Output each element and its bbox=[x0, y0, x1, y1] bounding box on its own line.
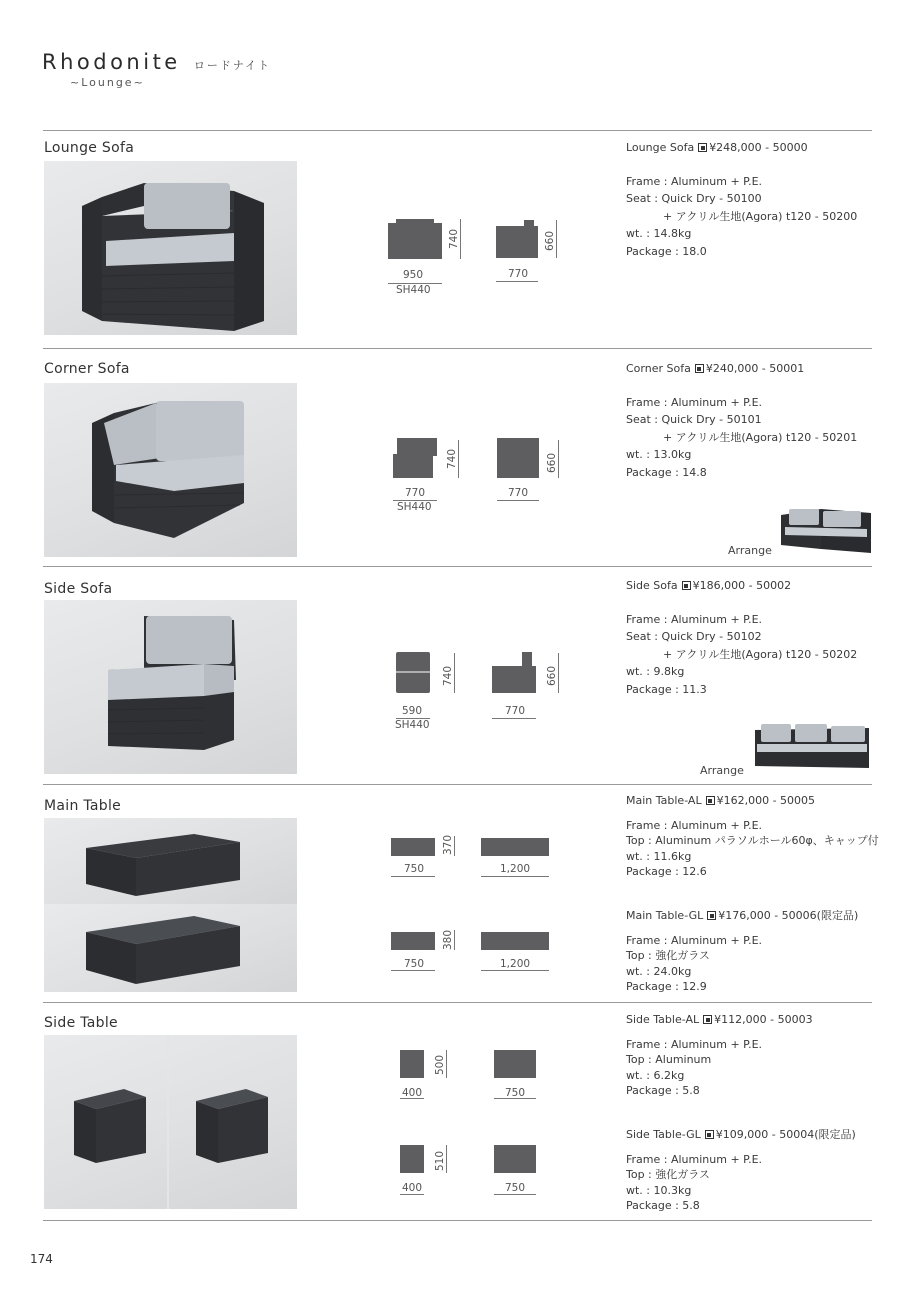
square-icon bbox=[706, 796, 715, 805]
spec-name: Corner Sofa bbox=[626, 362, 691, 375]
spec-line: Frame : Aluminum + P.E. bbox=[626, 933, 763, 947]
side-table-al-side-silhouette bbox=[494, 1050, 536, 1078]
side-table-al-front-silhouette bbox=[400, 1050, 424, 1078]
brand-title-jp: ロードナイト bbox=[193, 59, 272, 72]
square-icon bbox=[707, 911, 716, 920]
section-title-side-sofa: Side Sofa bbox=[44, 581, 113, 597]
corner-front-height: 740 bbox=[446, 448, 458, 469]
side-side-height: 660 bbox=[546, 665, 558, 686]
section-title-side-table: Side Table bbox=[44, 1015, 118, 1031]
lounge-front-height: 740 bbox=[448, 228, 460, 249]
spec-line: Frame : Aluminum + P.E. bbox=[626, 818, 763, 832]
spec-line: Package : 14.8 bbox=[626, 465, 707, 479]
spec-line: Top : 強化ガラス bbox=[626, 949, 710, 962]
spec-price: ¥162,000 - 50005 bbox=[716, 794, 816, 807]
corner-side-height: 660 bbox=[546, 452, 558, 473]
corner-side-view-silhouette bbox=[497, 438, 539, 478]
corner-side-width: 770 bbox=[508, 487, 529, 499]
spec-price: ¥176,000 - 50006(限定品) bbox=[718, 909, 859, 922]
spec-line: Seat : Quick Dry - 50100 bbox=[626, 192, 762, 205]
dim-line bbox=[494, 1194, 536, 1195]
side-arrange-thumbnail bbox=[755, 722, 870, 772]
spec-line: wt. : 13.0kg bbox=[626, 448, 692, 461]
dim-line bbox=[496, 281, 538, 282]
main-table-al-spec bbox=[626, 793, 879, 880]
brand-title: Rhodonite bbox=[42, 50, 181, 74]
main-table-gl-spec bbox=[626, 908, 858, 995]
side-table-al-height: 500 bbox=[434, 1054, 446, 1075]
spec-line: Frame : Aluminum + P.E. bbox=[626, 1152, 763, 1166]
divider bbox=[43, 784, 872, 785]
main-table-al-width: 1,200 bbox=[500, 863, 531, 875]
spec-line: Package : 12.9 bbox=[626, 980, 707, 993]
square-icon bbox=[695, 364, 704, 373]
corner-arrange-thumbnail bbox=[781, 505, 873, 555]
spec-line: Top : Aluminum パラソルホール60φ、キャップ付 bbox=[626, 834, 879, 847]
spec-name: Main Table-GL bbox=[626, 909, 704, 922]
side-table-gl-spec bbox=[626, 1127, 856, 1214]
spec-line: Top : 強化ガラス bbox=[626, 1168, 710, 1181]
dim-line bbox=[446, 1145, 447, 1173]
spec-line: Seat : Quick Dry - 50102 bbox=[626, 630, 762, 643]
divider bbox=[43, 348, 872, 349]
spec-price: ¥186,000 - 50002 bbox=[692, 579, 792, 592]
corner-front-width: 770 bbox=[405, 487, 426, 499]
side-table-gl-front-silhouette bbox=[400, 1145, 424, 1173]
dim-line bbox=[391, 970, 435, 971]
divider bbox=[43, 1002, 872, 1003]
spec-price: ¥240,000 - 50001 bbox=[705, 362, 805, 375]
main-table-al-photo bbox=[44, 818, 297, 904]
dim-line bbox=[481, 876, 549, 877]
spec-line: Package : 5.8 bbox=[626, 1084, 700, 1097]
spec-price: ¥248,000 - 50000 bbox=[709, 141, 808, 154]
main-table-gl-depth: 750 bbox=[404, 958, 425, 970]
spec-price: ¥112,000 - 50003 bbox=[714, 1013, 813, 1026]
spec-line: Package : 11.3 bbox=[626, 682, 707, 696]
side-table-al-width: 750 bbox=[505, 1087, 526, 1099]
section-title-main-table: Main Table bbox=[44, 798, 122, 814]
spec-line: Frame : Aluminum + P.E. bbox=[626, 1037, 763, 1051]
catalog-header bbox=[42, 50, 272, 89]
dim-line bbox=[460, 219, 461, 259]
spec-line: Seat : Quick Dry - 50101 bbox=[626, 413, 762, 426]
lounge-side-height: 660 bbox=[544, 230, 556, 251]
spec-line: Frame : Aluminum + P.E. bbox=[626, 174, 763, 188]
square-icon bbox=[705, 1130, 714, 1139]
side-table-al-spec bbox=[626, 1012, 813, 1099]
section-title-lounge-sofa: Lounge Sofa bbox=[44, 140, 135, 156]
main-table-gl-side-silhouette bbox=[481, 932, 549, 950]
dim-line bbox=[454, 930, 455, 950]
lounge-front-view-silhouette bbox=[388, 219, 442, 259]
side-front-height: 740 bbox=[442, 665, 454, 686]
spec-line: Frame : Aluminum + P.E. bbox=[626, 395, 763, 409]
side-table-gl-side-silhouette bbox=[494, 1145, 536, 1173]
corner-seat-height: SH440 bbox=[397, 501, 432, 513]
square-icon bbox=[703, 1015, 712, 1024]
dim-line bbox=[446, 1050, 447, 1078]
main-table-gl-front-silhouette bbox=[391, 932, 435, 950]
side-table-photo bbox=[44, 1035, 297, 1209]
dim-line bbox=[556, 220, 557, 258]
lounge-sofa-spec bbox=[626, 139, 857, 260]
spec-name: Side Sofa bbox=[626, 579, 678, 592]
spec-line: + アクリル生地(Agora) t120 - 50202 bbox=[663, 647, 858, 661]
spec-name: Main Table-AL bbox=[626, 794, 702, 807]
spec-line: + アクリル生地(Agora) t120 - 50200 bbox=[663, 209, 858, 223]
spec-line: Frame : Aluminum + P.E. bbox=[626, 612, 763, 626]
dim-line bbox=[391, 876, 435, 877]
side-seat-height: SH440 bbox=[395, 719, 430, 731]
lounge-front-width: 950 bbox=[403, 269, 424, 281]
side-sofa-spec bbox=[626, 577, 857, 698]
page-number: 174 bbox=[30, 1252, 53, 1266]
section-title-corner-sofa: Corner Sofa bbox=[44, 361, 130, 377]
corner-sofa-spec bbox=[626, 360, 857, 481]
side-front-width: 590 bbox=[402, 705, 423, 717]
lounge-side-view-silhouette bbox=[496, 220, 538, 258]
main-table-gl-height: 380 bbox=[442, 929, 454, 950]
dim-line bbox=[454, 836, 455, 856]
main-table-gl-width: 1,200 bbox=[500, 958, 531, 970]
spec-line: wt. : 11.6kg bbox=[626, 849, 692, 863]
dim-line bbox=[481, 970, 549, 971]
spec-name: Lounge Sofa bbox=[626, 141, 695, 154]
spec-line: Package : 5.8 bbox=[626, 1199, 700, 1212]
main-table-gl-photo bbox=[44, 904, 297, 992]
spec-line: Package : 18.0 bbox=[626, 244, 707, 258]
spec-name: Side Table-AL bbox=[626, 1013, 700, 1026]
spec-line: Package : 12.6 bbox=[626, 865, 707, 878]
main-table-al-depth: 750 bbox=[404, 863, 425, 875]
side-table-gl-height: 510 bbox=[434, 1150, 446, 1171]
main-table-al-height: 370 bbox=[442, 834, 454, 855]
square-icon bbox=[682, 581, 691, 590]
brand-subtitle: ~Lounge~ bbox=[70, 76, 145, 89]
dim-line bbox=[558, 653, 559, 693]
side-side-view-silhouette bbox=[492, 652, 536, 693]
spec-price: ¥109,000 - 50004(限定品) bbox=[715, 1128, 856, 1141]
spec-line: + アクリル生地(Agora) t120 - 50201 bbox=[663, 430, 858, 444]
main-table-al-front-silhouette bbox=[391, 838, 435, 856]
arrange-label: Arrange bbox=[728, 544, 772, 557]
dim-line bbox=[558, 440, 559, 478]
dim-line bbox=[497, 500, 539, 501]
spec-line: wt. : 14.8kg bbox=[626, 227, 692, 240]
side-table-al-depth: 400 bbox=[402, 1087, 423, 1099]
spec-line: wt. : 10.3kg bbox=[626, 1183, 692, 1197]
divider bbox=[43, 566, 872, 567]
spec-line: wt. : 9.8kg bbox=[626, 665, 685, 678]
dim-line bbox=[454, 653, 455, 693]
square-icon bbox=[698, 143, 707, 152]
side-front-view-silhouette bbox=[396, 652, 430, 693]
spec-name: Side Table-GL bbox=[626, 1128, 701, 1141]
dim-line bbox=[400, 1194, 424, 1195]
dim-line bbox=[458, 440, 459, 478]
dim-line bbox=[492, 718, 536, 719]
divider bbox=[43, 130, 872, 131]
side-table-gl-width: 750 bbox=[505, 1182, 526, 1194]
lounge-sofa-photo bbox=[44, 161, 297, 335]
spec-line: wt. : 24.0kg bbox=[626, 964, 692, 978]
spec-line: Top : Aluminum bbox=[626, 1053, 712, 1066]
corner-sofa-photo bbox=[44, 383, 297, 557]
lounge-seat-height: SH440 bbox=[396, 284, 431, 296]
spec-line: wt. : 6.2kg bbox=[626, 1068, 685, 1082]
divider bbox=[43, 1220, 872, 1221]
corner-front-view-silhouette bbox=[393, 438, 437, 478]
main-table-al-side-silhouette bbox=[481, 838, 549, 856]
side-table-gl-depth: 400 bbox=[402, 1182, 423, 1194]
lounge-side-width: 770 bbox=[508, 268, 529, 280]
side-side-width: 770 bbox=[505, 705, 526, 717]
arrange-label: Arrange bbox=[700, 764, 744, 777]
side-sofa-photo bbox=[44, 600, 297, 774]
